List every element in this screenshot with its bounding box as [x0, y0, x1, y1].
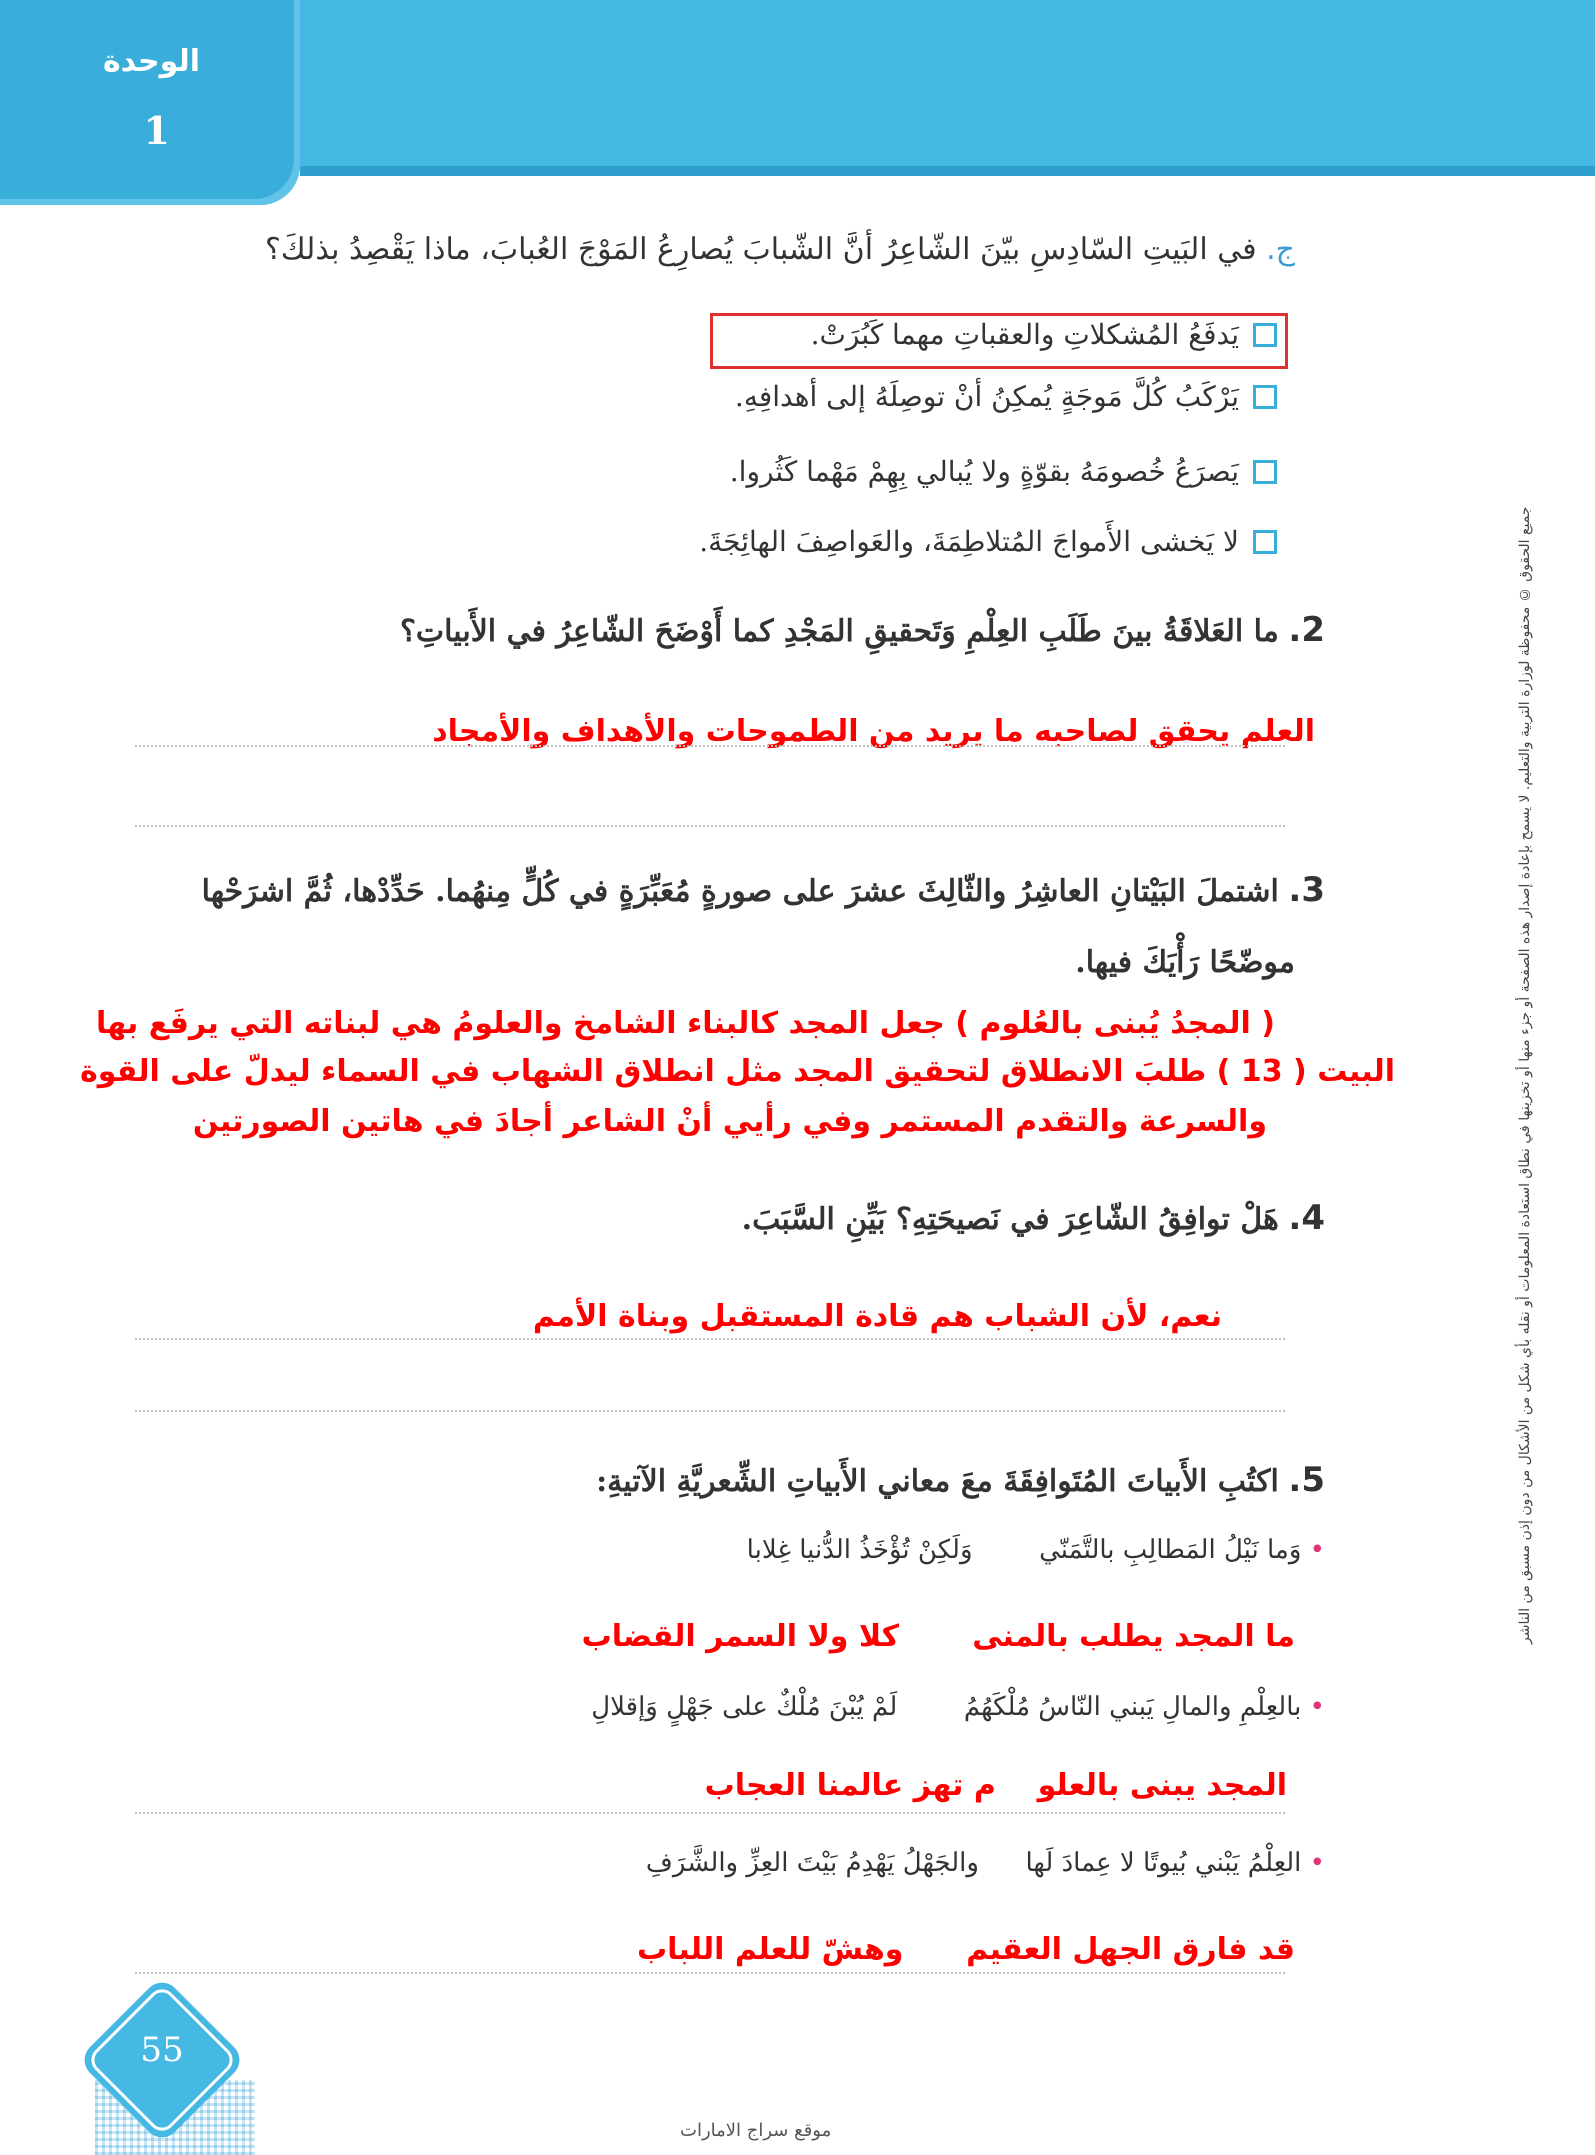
bullet-icon: • [1309, 1692, 1325, 1722]
question-4 [742, 1198, 1325, 1238]
question-3-number: 3. [1288, 870, 1325, 910]
verse-3-second-half: والجَهْلُ يَهْدِمُ بَيْتَ العِزِّ والشَّرَفِ [645, 1848, 979, 1878]
verse-item-1 [747, 1535, 1325, 1565]
verse-3-answer: قد فارق الجهل العقيم وهشّ للعلم اللباب [637, 1932, 1295, 1967]
verse-1-second-half: وَلَكِنْ تُؤْخَذُ الدُّنيا غِلابا [746, 1535, 973, 1565]
question-c [265, 232, 1295, 267]
unit-label: الوحدة [102, 44, 200, 79]
verse-2-second-half: لَمْ يُبْنَ مُلْكٌ على جَهْلٍ وَإقلالِ [591, 1692, 898, 1722]
bullet-icon: • [1309, 1535, 1325, 1565]
option-1-label: يَدفَعُ المُشكلاتِ والعقباتِ مهما كَبُرَتْ. [810, 318, 1239, 351]
answer-line [135, 1338, 1285, 1340]
option-4[interactable] [699, 525, 1277, 558]
copyright-note: جميع الحقوق © محفوظة لوزارة التربية والتعليم. لا يسمح بإعادة إصدار هذه الصفحة أو جزء منها أو تخزينها في نطاق استعادة المعلومات أو نقله بأي شكل من الأشكال من دون إذن مسبق من الناشر [1517, 506, 1533, 1644]
question-2-answer: العلم يحقق لصاحبه ما يريد من الطموحات والأهداف والأمجاد [432, 714, 1315, 749]
verse-1-first-half: وَما نَيْلُ المَطالِبِ بالتَّمَنّي [1039, 1535, 1302, 1565]
option-1[interactable] [811, 318, 1277, 351]
footer-text: موقع سراج الامارات [680, 2120, 832, 2141]
answer-line [135, 1410, 1285, 1412]
checkbox-icon[interactable] [1253, 323, 1277, 347]
question-4-text: هَلْ توافِقُ الشّاعِرَ في نَصيحَتِهِ؟ بَيِّنِ السَّبَبَ. [741, 1202, 1279, 1237]
answer-line [135, 1812, 1285, 1814]
question-2-text: ما العَلاقَةُ بينَ طَلَبِ العِلْمِ وَتَحقيقِ المَجْدِ كما أَوْضَحَ الشّاعِرُ في الأَبياتِ؟ [399, 614, 1279, 649]
option-3-label: يَصرَعُ خُصومَهُ بقوّةٍ ولا يُبالي بِهِمْ مَهْما كَثُروا. [729, 455, 1239, 488]
question-4-number: 4. [1288, 1198, 1325, 1238]
question-c-label: ج. [1266, 232, 1295, 267]
unit-number: 1 [143, 108, 170, 153]
header-band [300, 0, 1595, 170]
answer-line [135, 825, 1285, 827]
question-3-answer-line1: ( المجدُ يُبنى بالعُلوم ) جعل المجد كالبناء الشامخ والعلومُ هي لبناته التي يرفَع بها [95, 1006, 1275, 1041]
question-5-text: اكتُبِ الأَبياتَ المُتَوافِقَةَ معَ معاني الأَبياتِ الشِّعريَّةِ الآتيةِ: [596, 1464, 1279, 1499]
answer-line [135, 1972, 1285, 1974]
bullet-icon: • [1309, 1848, 1325, 1878]
verse-2-answer: المجد يبنى بالعلو م تهز عالمنا العجاب [704, 1768, 1287, 1803]
question-5 [596, 1460, 1325, 1500]
verse-2-first-half: بالعِلْمِ والمالِ يَبني النّاسُ مُلْكَهُمُ [963, 1692, 1302, 1722]
option-2-label: يَرْكَبُ كُلَّ مَوجَةٍ يُمكِنُ أنْ توصِلَهُ إلى أهدافِهِ. [734, 380, 1239, 413]
question-2-number: 2. [1288, 610, 1325, 650]
question-c-text: في البَيتِ السّادِسِ بيّنَ الشّاعِرُ أنَّ الشّبابَ يُصارِعُ المَوْجَ العُبابَ، ماذا يَقْصِدُ بذلكَ؟ [264, 232, 1257, 267]
question-4-answer: نعم، لأن الشباب هم قادة المستقبل وبناة الأمم [532, 1299, 1222, 1334]
question-2 [400, 610, 1325, 650]
option-4-label: لا يَخشى الأَمواجَ المُتلاطِمَةَ، والعَواصِفَ الهائِجَةَ. [699, 525, 1239, 558]
question-3-line1: اشتملَ البَيْتانِ العاشِرُ والثّالِثَ عشرَ على صورةٍ مُعَبِّرَةٍ في كُلٍّ مِنهُما. حَدِّدْها، ثُمَّ اشرَحْها [201, 874, 1279, 909]
checkbox-icon[interactable] [1253, 385, 1277, 409]
question-3-line2: موضّحًا رَأْيَكَ فيها. [1075, 945, 1295, 980]
checkbox-icon[interactable] [1253, 460, 1277, 484]
option-2[interactable] [735, 380, 1277, 413]
answer-line [135, 745, 1285, 747]
question-5-number: 5. [1288, 1460, 1325, 1500]
verse-3-first-half: العِلْمُ يَبْني بُيوتًا لا عِمادَ لَها [1025, 1848, 1302, 1878]
header-band-edge [300, 166, 1595, 176]
verse-item-3 [646, 1848, 1325, 1878]
question-3-answer-line2: البيت ( 13 ) طلبَ الانطلاق لتحقيق المجد مثل انطلاق الشهاب في السماء ليدلّ على القوة [80, 1054, 1395, 1089]
option-3[interactable] [730, 455, 1277, 488]
verse-item-2 [591, 1692, 1325, 1722]
question-3 [202, 870, 1325, 910]
question-3-answer-line3: والسرعة والتقدم المستمر وفي رأيي أنْ الشاعر أجادَ في هاتين الصورتين [192, 1104, 1267, 1139]
page-number: 55 [140, 2030, 184, 2070]
verse-1-answer: ما المجد يطلب بالمنى كلا ولا السمر القضاب [581, 1619, 1295, 1654]
unit-tab [0, 0, 300, 205]
checkbox-icon[interactable] [1253, 530, 1277, 554]
